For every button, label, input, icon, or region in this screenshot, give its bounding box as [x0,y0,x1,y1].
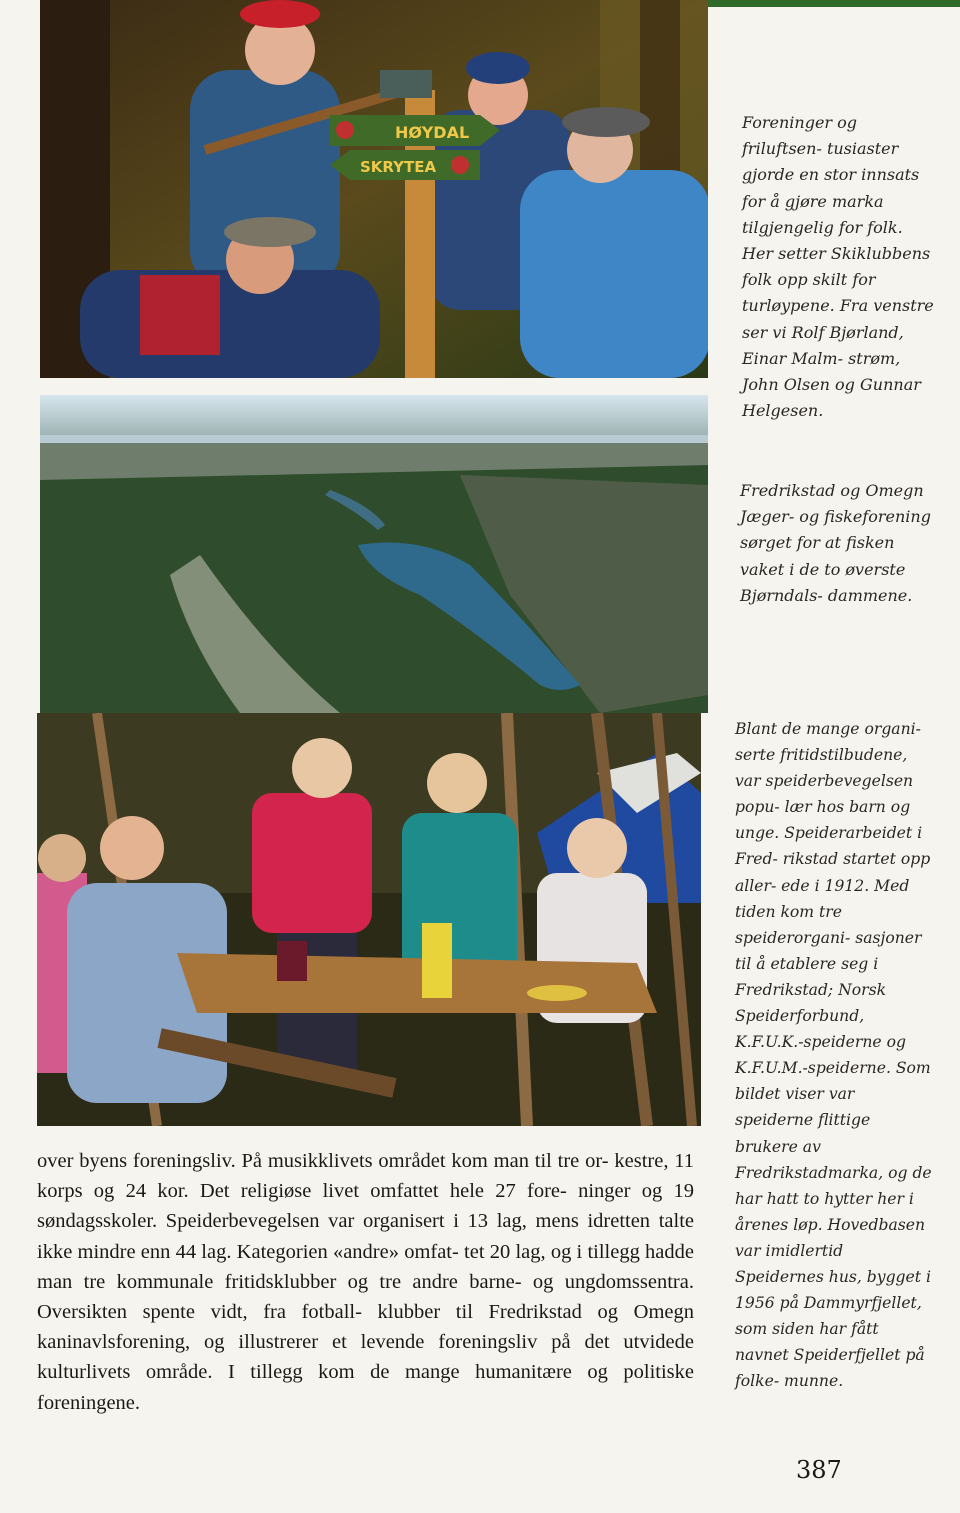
photo-aerial-ponds [40,395,708,713]
top-green-strip [705,0,960,7]
sign-text-upper: HØYDAL [395,123,470,142]
caption-aerial-ponds: Fredrikstad og Omegn Jæger- og fiskeforening sørget for at fisken vaket i de to øverste Bjørndals- dammene. [740,481,931,605]
sign-text-lower: SKRYTEA [360,158,437,176]
scouts-illustration [37,713,701,1126]
photo-trail-sign [40,0,708,378]
page-number: 387 [796,1456,842,1484]
photo-scouts-camp [37,713,701,1126]
body-paragraph: over byens foreningsliv. På musikklivets området kom man til tre or- kestre, 11 korps og 24 kor. Det religiøse livet omfattet hele 27 fore- ninger og 19 søndagsskoler. Speiderbevegelsen var organisert i 13 lag, mens idretten talte ikke mindre enn 44 lag. Kategorien «andre» omfat- tet 20 lag, og i tillegg hadde man tre kommunale fritidsklubber og tre andre barne- og ungdomssentra. Oversikten spente vidt, fra fotball- klubber til Fredrikstad og Omegn kaninavlsforening, og illustrerer et levende foreningsliv på det utvidede kulturlivets område. I tillegg kom de mange humanitære og politiske foreningene. [37,1150,694,1414]
caption-trail-sign: Foreninger og friluftsen- tusiaster gjorde en stor innsats for å gjøre marka tilgjengelig for folk. Her setter Skiklubbens folk opp skilt for turløypene. Fra venstre ser vi Rolf Bjørland, Einar Malm- strøm, John Olsen og Gunnar Helgesen. [742,113,934,421]
aerial-illustration [40,395,708,713]
caption-scouts: Blant de mange organi- serte fritidstilbudene, var speiderbevegelsen popu- lær hos barn og unge. Speiderarbeidet i Fred- rikstad startet opp aller- ede i 1912. Med tiden kom tre speiderorgani- sasjoner til å etablere seg i Fredrikstad; Norsk Speiderforbund, K.F.U.K.-speiderne og K.F.U.M.-speiderne. Som bildet viser var speiderne flittige brukere av Fredrikstadmarka, og de har hatt to hytter her i årenes løp. Hovedbasen var imidlertid Speidernes hus, bygget i 1956 på Dammyrfjellet, som siden har fått navnet Speiderfjellet på folke- munne. [735,720,932,1391]
trail-sign-illustration [40,0,708,378]
